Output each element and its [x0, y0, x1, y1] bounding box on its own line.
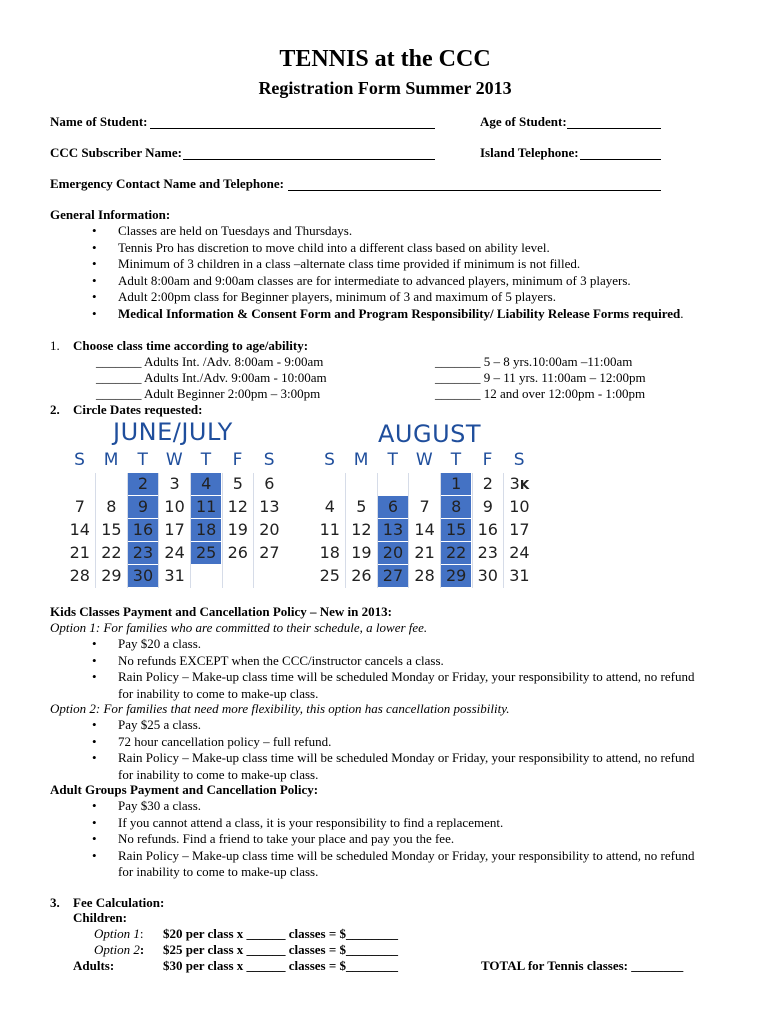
- calendar-date[interactable]: 18: [319, 543, 340, 562]
- list-item: • Rain Policy – Make-up class time will be scheduled Monday or Friday, your responsibility to attend, no refund for inability to come to make-up class.: [90, 848, 698, 881]
- option-1-description: Option 1: For families who are committed to their schedule, a lower fee.: [50, 620, 428, 635]
- day-header: T: [450, 450, 462, 470]
- calendar-date[interactable]: 16: [477, 520, 498, 539]
- student-name-field[interactable]: [150, 128, 435, 129]
- calendar-date[interactable]: 16: [128, 519, 158, 541]
- calendar-date[interactable]: 3: [169, 474, 180, 493]
- list-item: • If you cannot attend a class, it is your responsibility to find a replacement.: [90, 815, 698, 832]
- adult-policy-list: [90, 798, 698, 881]
- day-header: S: [513, 450, 525, 470]
- student-age-label: Age of Student:: [480, 114, 567, 129]
- calendar-date[interactable]: 30: [128, 565, 158, 587]
- day-header: F: [482, 450, 493, 470]
- day-header: T: [200, 450, 212, 470]
- calendar-date[interactable]: 21: [69, 543, 90, 562]
- calendar-date[interactable]: 29: [441, 565, 471, 587]
- total-fee[interactable]: TOTAL for Tennis classes: ________: [481, 958, 684, 973]
- class-option-12-over[interactable]: _______ 12 and over 12:00pm - 1:00pm: [435, 385, 646, 401]
- section-1-heading: Choose class time according to age/ability:: [73, 338, 309, 353]
- calendar-date[interactable]: 13: [259, 497, 280, 516]
- calendar-date[interactable]: 23: [128, 542, 158, 564]
- august-title: AUGUST: [378, 420, 482, 448]
- list-item: • Classes are held on Tuesdays and Thursdays.: [90, 223, 683, 240]
- option-1-label: Option 1:: [94, 926, 144, 941]
- calendar-empty-cell: [191, 565, 221, 587]
- day-header: M: [103, 450, 119, 470]
- calendar-empty-cell: [410, 473, 440, 495]
- calendar-date[interactable]: 29: [101, 566, 122, 585]
- calendar-date[interactable]: 25: [191, 542, 221, 564]
- option-2-fee-calc[interactable]: $25 per class x ______ classes = $________: [163, 942, 399, 957]
- option-2-description: Option 2: For families that need more flexibility, this option has cancellation possibility.: [50, 701, 510, 716]
- class-option-5-8[interactable]: _______ 5 – 8 yrs.10:00am –11:00am: [435, 354, 633, 369]
- calendar-date[interactable]: 27: [378, 565, 408, 587]
- medical-forms-note: Medical Information & Consent Form and Program Responsibility/ Liability Release Forms required: [118, 305, 681, 321]
- island-phone-label: Island Telephone:: [480, 145, 579, 160]
- calendar-date[interactable]: 31: [164, 566, 185, 585]
- calendar-date[interactable]: 26: [227, 543, 248, 562]
- calendar-date[interactable]: 28: [69, 566, 90, 585]
- emergency-contact-field[interactable]: [288, 190, 661, 191]
- emergency-contact-label: Emergency Contact Name and Telephone:: [50, 176, 284, 191]
- list-item: • Pay $20 a class.: [90, 636, 698, 653]
- adult-policy-heading: Adult Groups Payment and Cancellation Policy:: [50, 782, 319, 797]
- list-item: • Adult 8:00am and 9:00am classes are for intermediate to advanced players, minimum of 3 players.: [90, 273, 683, 290]
- calendar-date[interactable]: 20: [259, 520, 280, 539]
- calendar-empty-cell: [378, 473, 408, 495]
- day-header: S: [324, 450, 335, 470]
- calendar-date[interactable]: 21: [414, 543, 435, 562]
- august-calendar: [314, 450, 536, 584]
- calendar-date[interactable]: 18: [191, 519, 221, 541]
- option-1-list: [90, 636, 698, 702]
- june-july-title: JUNE/JULY: [113, 418, 233, 446]
- calendar-date[interactable]: 17: [164, 520, 185, 539]
- class-option-adult-9am[interactable]: _______ Adults Int./Adv. 9:00am - 10:00am: [96, 369, 327, 385]
- list-item: • Adult 2:00pm class for Beginner players, minimum of 3 and maximum of 5 players.: [90, 289, 683, 306]
- calendar-date[interactable]: 22: [101, 543, 122, 562]
- subscriber-name-field[interactable]: [183, 159, 435, 160]
- option-2-label: Option 2:: [94, 942, 145, 957]
- calendar-date[interactable]: 10: [509, 497, 530, 516]
- day-header: F: [232, 450, 243, 470]
- calendar-date[interactable]: 13: [378, 519, 408, 541]
- list-item: • Pay $25 a class.: [90, 717, 698, 734]
- option-1-label-text: Option 1: [94, 926, 140, 941]
- calendar-date[interactable]: 8: [441, 496, 471, 518]
- section-2-heading: Circle Dates requested:: [73, 402, 203, 417]
- adults-label: Adults:: [73, 958, 115, 973]
- class-option-adult-8am[interactable]: _______ Adults Int. /Adv. 8:00am - 9:00am: [96, 354, 324, 369]
- form-title: TENNIS at the CCC: [279, 46, 491, 72]
- calendar-empty-cell: [65, 473, 95, 495]
- calendar-date[interactable]: 2: [128, 473, 158, 495]
- kids-class-options: [435, 354, 646, 401]
- list-item: • Tennis Pro has discretion to move child into a different class based on ability level.: [90, 240, 683, 257]
- calendar-date[interactable]: 19: [351, 543, 372, 562]
- option-2-label-text: Option 2: [94, 942, 140, 957]
- day-header: W: [165, 450, 183, 470]
- day-header: W: [415, 450, 433, 470]
- calendar-date[interactable]: 28: [414, 566, 435, 585]
- island-phone-field[interactable]: [580, 159, 661, 160]
- form-subtitle: Registration Form Summer 2013: [258, 78, 512, 98]
- children-label: Children:: [73, 910, 127, 925]
- calendar-date[interactable]: 30: [477, 566, 498, 585]
- option-1-fee-calc[interactable]: $20 per class x ______ classes = $________: [163, 926, 399, 941]
- list-item: • Rain Policy – Make-up class time will be scheduled Monday or Friday, your responsibility to attend, no refund for inability to come to make-up class.: [90, 750, 698, 783]
- class-option-9-11[interactable]: _______ 9 – 11 yrs. 11:00am – 12:00pm: [435, 369, 646, 385]
- day-header: S: [263, 450, 275, 470]
- june-july-calendar: [64, 450, 286, 584]
- list-item: • Rain Policy – Make-up class time will be scheduled Monday or Friday, your responsibility to attend, no refund for inability to come to make-up class.: [90, 669, 698, 702]
- list-item: [90, 306, 683, 323]
- calendar-date[interactable]: 20: [378, 542, 408, 564]
- calendar-date[interactable]: 12: [227, 497, 248, 516]
- list-item: • 72 hour cancellation policy – full refund.: [90, 734, 698, 751]
- calendar-date[interactable]: 14: [414, 520, 435, 539]
- calendar-date[interactable]: 25: [319, 566, 340, 585]
- calendar-date[interactable]: 2: [482, 474, 493, 493]
- calendar-empty-cell: [97, 473, 127, 495]
- calendar-date[interactable]: 17: [509, 520, 530, 539]
- calendar-date[interactable]: 24: [509, 543, 530, 562]
- calendar-date[interactable]: 5: [232, 474, 243, 493]
- calendar-date[interactable]: 26: [351, 566, 372, 585]
- calendar-date[interactable]: 12: [351, 520, 372, 539]
- fee-heading: Fee Calculation:: [73, 895, 165, 910]
- list-item-period: .: [680, 305, 684, 321]
- calendar-date[interactable]: 3K: [509, 474, 530, 493]
- list-item: • No refunds EXCEPT when the CCC/instructor cancels a class.: [90, 653, 698, 670]
- general-info-list: [90, 223, 683, 323]
- calendar-date[interactable]: 9: [482, 497, 493, 516]
- list-item: • Pay $30 a class.: [90, 798, 698, 815]
- calendar-date[interactable]: 4: [324, 497, 335, 516]
- day-header: T: [387, 450, 398, 470]
- calendar-empty-cell: [347, 473, 377, 495]
- calendar-date[interactable]: 11: [191, 496, 221, 518]
- calendar-date[interactable]: 1: [441, 473, 471, 495]
- subscriber-name-label: CCC Subscriber Name:: [50, 145, 182, 160]
- section-1-number: 1.: [50, 338, 60, 353]
- calendar-date[interactable]: 19: [227, 520, 248, 539]
- calendar-date[interactable]: 14: [69, 520, 90, 539]
- calendar-date[interactable]: 31: [509, 566, 530, 585]
- calendar-empty-cell: [255, 565, 285, 587]
- calendar-date[interactable]: 11: [319, 520, 340, 539]
- day-header: M: [353, 450, 369, 470]
- day-header: T: [137, 450, 148, 470]
- calendar-date[interactable]: 15: [441, 519, 471, 541]
- calendar-date[interactable]: 5: [356, 497, 367, 516]
- calendar-empty-cell: [223, 565, 253, 587]
- list-item: • Minimum of 3 children in a class –alternate class time provided if minimum is not filled.: [90, 256, 683, 273]
- option-2-list: [90, 717, 698, 783]
- calendar-date[interactable]: 7: [419, 497, 430, 516]
- calendar-date[interactable]: 4: [191, 473, 221, 495]
- calendar-date[interactable]: 9: [128, 496, 158, 518]
- class-option-adult-2pm[interactable]: _______ Adult Beginner 2:00pm – 3:00pm: [96, 385, 321, 401]
- section-3-number: 3.: [50, 895, 60, 910]
- calendar-date[interactable]: 6: [264, 474, 275, 493]
- calendar-empty-cell: [315, 473, 345, 495]
- calendar-date[interactable]: 8: [106, 497, 117, 516]
- general-info-heading: General Information:: [50, 207, 171, 222]
- adult-fee-calc[interactable]: $30 per class x ______ classes = $________: [163, 958, 399, 973]
- adult-class-options: [96, 354, 327, 401]
- calendar-date[interactable]: 15: [101, 520, 122, 539]
- calendar-date[interactable]: 27: [259, 543, 280, 562]
- student-name-label: Name of Student:: [50, 114, 148, 129]
- section-2-number: 2.: [50, 402, 60, 417]
- calendar-date[interactable]: 24: [164, 543, 185, 562]
- calendar-date[interactable]: 7: [74, 497, 85, 516]
- calendar-date[interactable]: 23: [477, 543, 498, 562]
- kids-policy-heading: Kids Classes Payment and Cancellation Policy – New in 2013:: [50, 604, 392, 619]
- day-header: S: [74, 450, 85, 470]
- list-item: • No refunds. Find a friend to take your place and pay you the fee.: [90, 831, 698, 848]
- student-age-field[interactable]: [567, 128, 661, 129]
- calendar-date[interactable]: 6: [378, 496, 408, 518]
- calendar-date[interactable]: 10: [164, 497, 185, 516]
- calendar-date[interactable]: 22: [441, 542, 471, 564]
